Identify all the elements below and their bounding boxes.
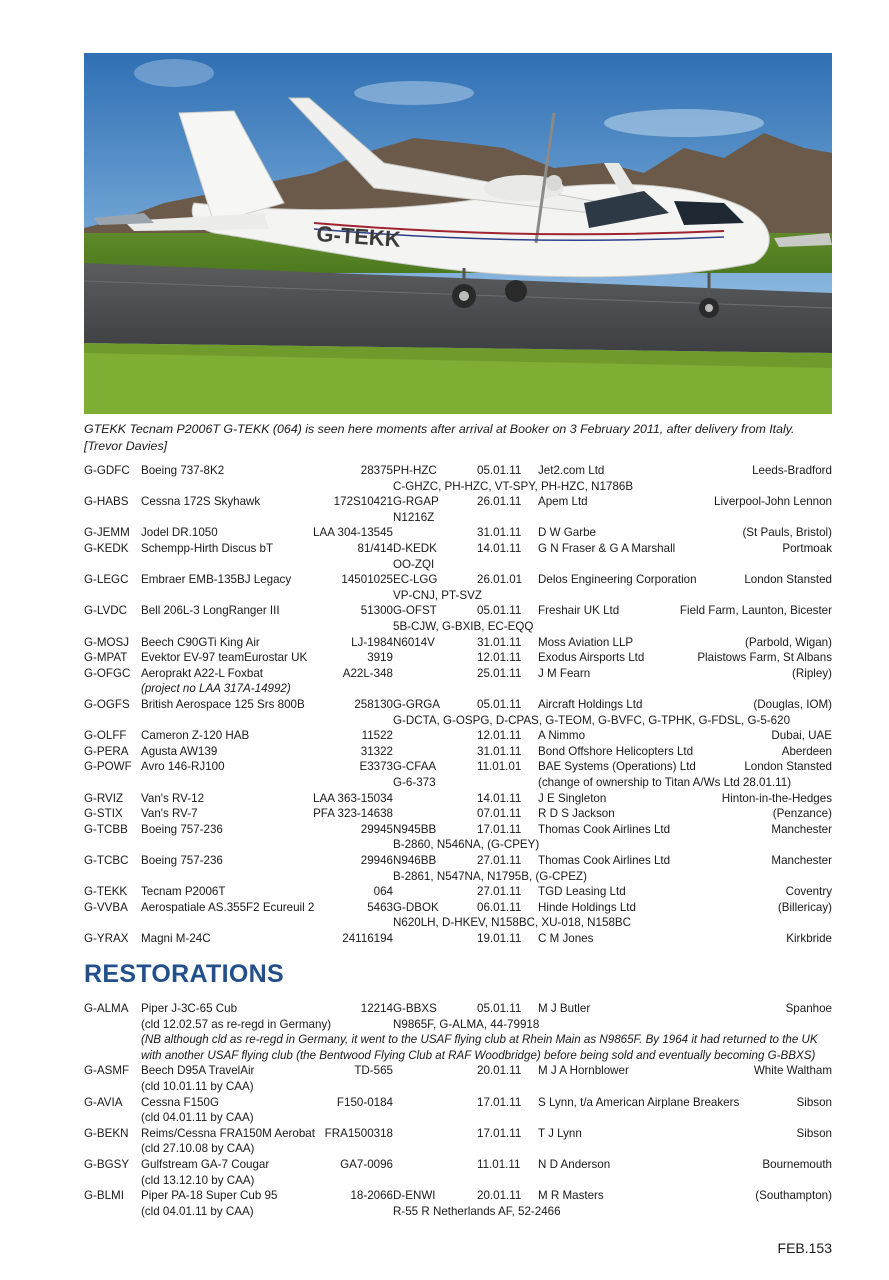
aircraft-type: Cessna F150G bbox=[141, 1095, 219, 1109]
constructor-number: 29945 bbox=[360, 822, 393, 836]
page-number: FEB.153 bbox=[777, 1240, 832, 1256]
base: Sibson bbox=[796, 1126, 832, 1140]
aircraft-type: Gulfstream GA-7 Cougar bbox=[141, 1158, 270, 1171]
ownership-note: (change of ownership to Titan A/Ws Ltd 28.01.11) bbox=[538, 775, 792, 789]
constructor-number: PFA 323-14638 bbox=[313, 807, 393, 821]
note: (cld 04.01.11 by CAA) bbox=[141, 1204, 254, 1218]
registration: G-MPAT bbox=[84, 651, 128, 665]
constructor-number: 3919 bbox=[367, 651, 393, 665]
registration-date: 14.01.11 bbox=[477, 791, 522, 805]
base: Coventry bbox=[785, 885, 832, 899]
aircraft-type: Avro 146-RJ100 bbox=[141, 760, 225, 774]
registration-date: 20.01.11 bbox=[477, 1064, 522, 1078]
owner: M J A Hornblower bbox=[538, 1064, 629, 1078]
base: Leeds-Bradford bbox=[752, 464, 832, 477]
base: Hinton-in-the-Hedges bbox=[721, 791, 832, 805]
base: Portmoak bbox=[782, 542, 832, 555]
registration: G-TCBB bbox=[84, 822, 128, 836]
registration: G-OFGC bbox=[84, 666, 131, 680]
base: (St Pauls, Bristol) bbox=[742, 526, 832, 540]
registration: G-VVBA bbox=[84, 900, 128, 914]
aircraft-type: Boeing 737-8K2 bbox=[141, 464, 225, 477]
registration: G-ASMF bbox=[84, 1064, 130, 1078]
previous-identities: G-DCTA, G-OSPG, D-CPAS, G-TEOM, G-BVFC, G-TPHK, G-FDSL, G-5-620 bbox=[393, 713, 791, 727]
owner: D W Garbe bbox=[538, 526, 596, 540]
previous-identities: N1216Z bbox=[393, 510, 435, 524]
previous-identities: G-6-373 bbox=[393, 775, 436, 789]
registration: G-MOSJ bbox=[84, 635, 130, 649]
registration-date: 27.01.11 bbox=[477, 885, 522, 899]
owner: T J Lynn bbox=[538, 1126, 582, 1140]
registration-date: 05.01.11 bbox=[477, 464, 522, 477]
owner: Thomas Cook Airlines Ltd bbox=[538, 854, 671, 867]
constructor-number: 18-2066 bbox=[350, 1189, 393, 1203]
base: Field Farm, Launton, Bicester bbox=[679, 604, 832, 618]
registration-date: 26.01.11 bbox=[477, 495, 522, 509]
registration-date: 20.01.11 bbox=[477, 1189, 522, 1203]
registration-date: 25.01.11 bbox=[477, 666, 522, 680]
registration-date: 19.01.11 bbox=[477, 932, 522, 945]
previous-identities: 5B-CJW, G-BXIB, EC-EQQ bbox=[393, 619, 534, 633]
owner: R D S Jackson bbox=[538, 807, 615, 821]
registration-date: 17.01.11 bbox=[477, 822, 522, 836]
registration-date: 31.01.11 bbox=[477, 635, 522, 649]
constructor-number: LJ-1984 bbox=[351, 635, 393, 649]
base: Liverpool-John Lennon bbox=[714, 495, 832, 509]
registration: G-GDFC bbox=[84, 464, 130, 477]
note: (cld 04.01.11 by CAA) bbox=[141, 1111, 254, 1125]
constructor-number: 12214 bbox=[360, 1002, 393, 1015]
owner: Hinde Holdings Ltd bbox=[538, 900, 636, 914]
base: (Parbold, Wigan) bbox=[745, 635, 832, 649]
aircraft-type: Jodel DR.1050 bbox=[141, 526, 218, 540]
owner: Jet2.com Ltd bbox=[538, 464, 605, 477]
registration: G-LEGC bbox=[84, 573, 129, 587]
registration: G-STIX bbox=[84, 807, 123, 821]
base: Bournemouth bbox=[762, 1158, 832, 1171]
registration-date: 11.01.11 bbox=[477, 1158, 521, 1171]
base: (Southampton) bbox=[755, 1189, 832, 1203]
note: (cld 10.01.11 by CAA) bbox=[141, 1079, 254, 1093]
registration: G-PERA bbox=[84, 744, 129, 758]
owner: A Nimmo bbox=[538, 729, 586, 743]
aircraft-type: Cameron Z-120 HAB bbox=[141, 729, 250, 743]
base: Aberdeen bbox=[781, 744, 832, 758]
owner: Thomas Cook Airlines Ltd bbox=[538, 822, 671, 836]
registration-date: 31.01.11 bbox=[477, 744, 522, 758]
previous-identity: G-GRGA bbox=[393, 698, 441, 711]
registration-date: 26.01.01 bbox=[477, 573, 523, 587]
registration: G-OLFF bbox=[84, 729, 127, 743]
registration-date: 27.01.11 bbox=[477, 854, 522, 867]
previous-identity: PH-HZC bbox=[393, 464, 437, 477]
note: (cld 27.10.08 by CAA) bbox=[141, 1142, 255, 1156]
previous-identity: G-BBXS bbox=[393, 1002, 437, 1015]
previous-identities: B-2860, N546NA, (G-CPEY) bbox=[393, 838, 540, 852]
owner: Apem Ltd bbox=[538, 495, 588, 509]
registration-date: 17.01.11 bbox=[477, 1095, 522, 1109]
registration: G-BLMI bbox=[84, 1189, 124, 1203]
registration: G-BGSY bbox=[84, 1158, 130, 1171]
constructor-number: FRA1500318 bbox=[324, 1126, 393, 1140]
previous-identity: G-OFST bbox=[393, 604, 437, 618]
aircraft-type: Agusta AW139 bbox=[141, 744, 218, 758]
aircraft-type: Bell 206L-3 LongRanger III bbox=[141, 604, 280, 618]
registration-date: 31.01.11 bbox=[477, 526, 522, 540]
constructor-number: A22L-348 bbox=[342, 666, 393, 680]
owner: Delos Engineering Corporation bbox=[538, 573, 697, 587]
registration-date: 07.01.11 bbox=[477, 807, 522, 821]
registration-date: 12.01.11 bbox=[477, 651, 522, 665]
constructor-number: F150-0184 bbox=[336, 1095, 393, 1109]
constructor-number: LAA 363-15034 bbox=[313, 791, 393, 805]
previous-identity: N946BB bbox=[393, 854, 437, 867]
base: (Penzance) bbox=[772, 807, 832, 821]
registration: G-AVIA bbox=[84, 1095, 123, 1109]
aircraft-type: Cessna 172S Skyhawk bbox=[141, 495, 261, 509]
registration-date: 17.01.11 bbox=[477, 1126, 522, 1140]
registration: G-YRAX bbox=[84, 932, 129, 945]
previous-identity: G-RGAP bbox=[393, 495, 439, 509]
owner: N D Anderson bbox=[538, 1158, 611, 1171]
owner: Exodus Airsports Ltd bbox=[538, 651, 645, 665]
registration-date: 06.01.11 bbox=[477, 900, 522, 914]
history-note-line: (NB although cld as re-regd in Germany, it went to the USAF flying club at Rhein Main as N9865F. By 1964 it had returned to the UK bbox=[141, 1033, 818, 1047]
owner: G N Fraser & G A Marshall bbox=[538, 542, 676, 555]
base: Manchester bbox=[771, 854, 832, 867]
base: Manchester bbox=[771, 822, 832, 836]
previous-identity: G-CFAA bbox=[393, 760, 437, 774]
registration: G-OGFS bbox=[84, 698, 130, 711]
base: White Waltham bbox=[753, 1064, 832, 1078]
aircraft-type: Beech C90GTi King Air bbox=[141, 635, 260, 649]
previous-identities: R-55 R Netherlands AF, 52-2466 bbox=[393, 1204, 561, 1218]
previous-identity: G-DBOK bbox=[393, 900, 439, 914]
previous-identities: VP-CNJ, PT-SVZ bbox=[393, 588, 482, 602]
history-note-line: with another USAF flying club (the Bentwood Flying Club at RAF Woodbridge) before being sold and eventually becoming G-BBXS) bbox=[141, 1048, 816, 1062]
aircraft-type: Schempp-Hirth Discus bT bbox=[141, 542, 274, 555]
aircraft-type: Van's RV-12 bbox=[141, 791, 205, 805]
owner: C M Jones bbox=[538, 932, 594, 945]
aircraft-type: Reims/Cessna FRA150M Aerobat bbox=[141, 1126, 315, 1140]
previous-identity: N6014V bbox=[393, 635, 435, 649]
registration: G-BEKN bbox=[84, 1126, 129, 1140]
base: Plaistows Farm, St Albans bbox=[697, 651, 832, 665]
photo-caption: GTEKK Tecnam P2006T G-TEKK (064) is seen here moments after arrival at Booker on 3 February 2011, after delivery from Italy. [Trevor Davies] bbox=[84, 422, 795, 453]
previous-identity: N945BB bbox=[393, 822, 437, 836]
registration-date: 05.01.11 bbox=[477, 604, 522, 618]
base: Spanhoe bbox=[785, 1002, 832, 1015]
constructor-number: TD-565 bbox=[354, 1064, 393, 1078]
base: Dubai, UAE bbox=[771, 729, 832, 743]
previous-identities: N9865F, G-ALMA, 44-79918 bbox=[393, 1017, 540, 1031]
registration: G-KEDK bbox=[84, 542, 129, 555]
owner: TGD Leasing Ltd bbox=[538, 885, 626, 899]
aircraft-type: Van's RV-7 bbox=[141, 807, 198, 821]
owner: M R Masters bbox=[538, 1189, 604, 1203]
previous-identity: EC-LGG bbox=[393, 573, 438, 587]
constructor-number: 064 bbox=[373, 885, 393, 899]
constructor-number: 51300 bbox=[360, 604, 393, 618]
base: London Stansted bbox=[744, 760, 832, 774]
owner: Bond Offshore Helicopters Ltd bbox=[538, 744, 694, 758]
previous-identity: D-KEDK bbox=[393, 542, 437, 555]
owner: BAE Systems (Operations) Ltd bbox=[538, 760, 696, 774]
owner: Aircraft Holdings Ltd bbox=[538, 698, 643, 711]
base: (Billericay) bbox=[777, 900, 832, 914]
previous-identities: N620LH, D-HKEV, N158BC, XU-018, N158BC bbox=[393, 916, 631, 930]
base: Sibson bbox=[796, 1095, 832, 1109]
constructor-number: 172S10421 bbox=[333, 495, 393, 509]
constructor-number: 258130 bbox=[354, 698, 393, 711]
registration-date: 11.01.01 bbox=[477, 760, 522, 774]
base: (Ripley) bbox=[792, 666, 832, 680]
photo-registration: G-TEKK bbox=[315, 221, 402, 252]
aircraft-type: Magni M-24C bbox=[141, 932, 211, 945]
previous-identities: OO-ZQI bbox=[393, 557, 435, 571]
registration-date: 12.01.11 bbox=[477, 729, 522, 743]
constructor-number: 29946 bbox=[360, 854, 393, 867]
constructor-number: E3373 bbox=[359, 760, 393, 774]
aircraft-type: Piper J-3C-65 Cub bbox=[141, 1002, 238, 1015]
note: (cld 12.02.57 as re-regd in Germany) bbox=[141, 1017, 332, 1031]
aircraft-type: Piper PA-18 Super Cub 95 bbox=[141, 1189, 278, 1203]
aircraft-type: Boeing 757-236 bbox=[141, 822, 223, 836]
aircraft-type: Embraer EMB-135BJ Legacy bbox=[141, 573, 292, 587]
registration-date: 14.01.11 bbox=[477, 542, 522, 555]
note: (cld 13.12.10 by CAA) bbox=[141, 1173, 255, 1187]
constructor-number: LAA 304-13545 bbox=[313, 526, 393, 540]
constructor-number: 81/414 bbox=[357, 542, 393, 555]
aircraft-type: Boeing 757-236 bbox=[141, 854, 223, 867]
constructor-number: 31322 bbox=[360, 744, 393, 758]
owner: M J Butler bbox=[538, 1002, 591, 1015]
aircraft-type: Tecnam P2006T bbox=[141, 885, 226, 899]
aircraft-type: British Aerospace 125 Srs 800B bbox=[141, 698, 305, 711]
owner: J E Singleton bbox=[538, 791, 607, 805]
owner: J M Fearn bbox=[538, 666, 591, 680]
registration: G-ALMA bbox=[84, 1002, 129, 1015]
owner: S Lynn, t/a American Airplane Breakers bbox=[538, 1095, 740, 1109]
previous-identities: B-2861, N547NA, N1795B, (G-CPEZ) bbox=[393, 869, 587, 883]
aircraft-type: Evektor EV-97 teamEurostar UK bbox=[141, 651, 308, 665]
registration: G-TEKK bbox=[84, 885, 128, 899]
constructor-number: GA7-0096 bbox=[340, 1158, 393, 1171]
previous-identities: C-GHZC, PH-HZC, VT-SPY, PH-HZC, N1786B bbox=[393, 479, 634, 493]
previous-identity: D-ENWI bbox=[393, 1189, 436, 1203]
registration: G-LVDC bbox=[84, 604, 127, 618]
constructor-number: 28375 bbox=[360, 464, 393, 477]
aircraft-type: Aeroprakt A22-L Foxbat bbox=[141, 666, 264, 680]
registration: G-RVIZ bbox=[84, 791, 124, 805]
owner: Freshair UK Ltd bbox=[538, 604, 620, 618]
base: Kirkbride bbox=[786, 932, 832, 945]
registration: G-JEMM bbox=[84, 526, 130, 540]
registration-date: 05.01.11 bbox=[477, 1002, 522, 1015]
aircraft-type: Beech D95A TravelAir bbox=[141, 1064, 255, 1078]
base: (Douglas, IOM) bbox=[753, 698, 832, 711]
registration-date: 05.01.11 bbox=[477, 698, 522, 711]
constructor-number: 14501025 bbox=[341, 573, 393, 587]
base: London Stansted bbox=[744, 573, 832, 587]
aircraft-photo bbox=[84, 53, 832, 414]
constructor-number: 24116194 bbox=[342, 932, 393, 945]
constructor-number: 5463 bbox=[367, 900, 393, 914]
note: (project no LAA 317A-14992) bbox=[141, 682, 291, 696]
aircraft-type: Aerospatiale AS.355F2 Ecureuil 2 bbox=[141, 900, 315, 914]
owner: Moss Aviation LLP bbox=[538, 635, 634, 649]
constructor-number: 11522 bbox=[361, 729, 393, 743]
registration: G-HABS bbox=[84, 495, 129, 509]
restorations-heading: RESTORATIONS bbox=[84, 960, 284, 988]
registration: G-TCBC bbox=[84, 854, 129, 867]
registration: G-POWF bbox=[84, 760, 132, 774]
